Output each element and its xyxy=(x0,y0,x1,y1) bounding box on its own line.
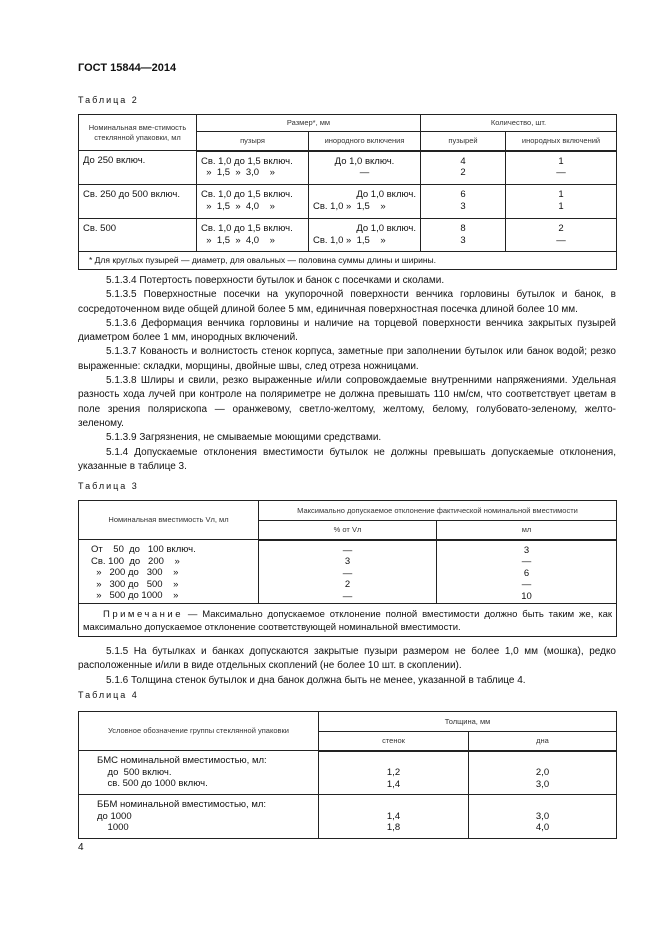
note-text: — Максимально допускаемое отклонение полной вместимости должно быть таким же, как максимально допускаемое отклонение соответствующей номинальной вместимости. xyxy=(83,609,613,633)
table-row xyxy=(79,751,617,795)
cell-group: до 1000 xyxy=(97,810,132,822)
table-row xyxy=(79,795,617,839)
header-bubble: пузыря xyxy=(197,132,309,151)
table-row xyxy=(79,151,617,185)
header-group: Условное обозначение группы стеклянной упаковки xyxy=(79,712,319,751)
header-walls: стенок xyxy=(319,732,469,751)
cell-bottom xyxy=(473,799,612,811)
header-inclusion: инородного включения xyxy=(309,132,421,151)
table-3-label: Таблица 3 xyxy=(78,481,139,491)
cell-bottom: 2,0 xyxy=(535,767,550,778)
cell-percent: 3 xyxy=(344,556,351,567)
cell-group: св. 500 до 1000 включ. xyxy=(97,778,208,789)
table-row xyxy=(79,185,617,219)
cell-capacity: Св. 100 до 200 » xyxy=(91,555,180,567)
cell-bubble: Св. 1,0 до 1,5 включ. xyxy=(201,155,293,167)
cell-ml: — xyxy=(521,556,532,567)
table-row xyxy=(79,219,617,252)
cell-inclusions: 2 xyxy=(558,223,564,234)
paragraph: 5.1.3.9 Загрязнения, не смываемые моющими средствами. xyxy=(106,432,382,444)
cell-bubbles: 3 xyxy=(460,200,466,212)
cell-capacity: Св. 500 xyxy=(79,219,197,252)
cell-walls: 1,2 xyxy=(386,767,401,778)
table-4 xyxy=(78,711,617,839)
header-size: Размер*, мм xyxy=(197,115,421,132)
paragraph: 5.1.3.7 Кованость и волнистость стенок корпуса, заметные при заполнении бутылок или банок водой; резко выраженные: складки, морщины, двойные швы, след отреза ножницами. xyxy=(78,346,616,372)
cell-bottom: 3,0 xyxy=(535,778,550,790)
cell-group: БМС номинальной вместимостью, мл: xyxy=(97,755,267,766)
cell-group: до 500 включ. xyxy=(97,766,172,778)
note-label: Примечание xyxy=(103,609,183,620)
cell-bottom: 4,0 xyxy=(535,822,550,833)
cell-inclusions: 1 xyxy=(558,189,564,200)
cell-ml: 10 xyxy=(521,590,532,602)
cell-percent: — xyxy=(342,544,353,556)
cell-walls: 1,4 xyxy=(386,810,401,822)
paragraphs-section-2 xyxy=(78,645,616,688)
cell-inclusion: Св. 1,0 » 1,5 » xyxy=(313,234,386,246)
cell-inclusions: 1 xyxy=(558,155,564,167)
cell-bubbles: 2 xyxy=(460,167,466,178)
cell-bubble: Св. 1,0 до 1,5 включ. xyxy=(201,223,293,234)
cell-bubble: » 1,5 » 4,0 » xyxy=(201,234,275,246)
cell-percent: — xyxy=(342,567,353,579)
cell-inclusion: До 1,0 включ. xyxy=(356,189,416,200)
cell-capacity: Св. 250 до 500 включ. xyxy=(79,185,197,219)
cell-bubble: Св. 1,0 до 1,5 включ. xyxy=(201,189,293,200)
cell-bubble: » 1,5 » 3,0 » xyxy=(201,167,275,178)
cell-capacity: От 50 до 100 включ. xyxy=(91,544,196,555)
page-number: 4 xyxy=(78,842,84,853)
paragraphs-section-1 xyxy=(78,274,616,474)
header-capacity: Номинальная вместимость Vл, мл xyxy=(79,501,259,540)
table-2-footnote: * Для круглых пузырей — диаметр, для овальных — половина суммы длины и ширины. xyxy=(79,252,617,270)
table-row xyxy=(79,540,617,604)
cell-capacity: До 250 включ. xyxy=(79,151,197,185)
header-bubbles: пузырей xyxy=(421,132,506,151)
cell-percent: 2 xyxy=(344,579,351,590)
paragraph: 5.1.3.5 Поверхностные посечки на укупорочной поверхности венчика горловины бутылок и банок, в сосредоточенном виде общей длиной более 5 мм, единичная поверхностная посечка длиной более 10 мм. xyxy=(78,289,616,315)
cell-inclusion: Св. 1,0 » 1,5 » xyxy=(313,200,386,212)
paragraph: 5.1.6 Толщина стенок бутылок и дна банок должна быть не менее, указанной в таблице 4. xyxy=(106,674,526,686)
paragraph: 5.1.5 На бутылках и банках допускаются закрытые пузыри размером не более 1,0 мм (мошка), редко расположенные и/или в виде отдельных скоплений (не более 10 шт. в скоплении). xyxy=(78,646,616,672)
header-deviation: Максимально допускаемое отклонение фактической номинальной вместимости xyxy=(259,501,617,521)
cell-inclusion: — xyxy=(359,167,370,178)
paragraph: 5.1.3.8 Шлиры и свили, резко выраженные и/или сопровождаемые внутренними напряжениями. Удельная разность хода лучей при контроле на поляриметре не должна превышать 110 нм/см, что соответствует цветам в поле зрения полярископа — оранжевому, светло-желтому, желтому, белому, голубовато-зеленому, желто-зеленому. xyxy=(78,375,616,429)
table-2 xyxy=(78,114,617,270)
header-capacity: Номинальная вме-стимость стеклянной упаковки, мл xyxy=(79,115,197,151)
cell-bottom xyxy=(473,756,612,768)
header-bottom: дна xyxy=(469,732,617,751)
table-2-label: Таблица 2 xyxy=(78,95,139,105)
cell-bubbles: 4 xyxy=(460,155,466,167)
cell-group: 1000 xyxy=(97,822,129,833)
cell-walls xyxy=(323,756,464,768)
cell-ml: — xyxy=(521,579,532,590)
table-3 xyxy=(78,500,617,637)
header-percent: % от Vл xyxy=(259,521,437,540)
cell-inclusions: — xyxy=(556,167,566,178)
cell-capacity: » 200 до 300 » xyxy=(91,567,179,578)
cell-capacity: » 300 до 500 » xyxy=(91,578,179,590)
cell-percent: — xyxy=(342,590,353,602)
cell-inclusions: — xyxy=(556,234,566,246)
cell-capacity: » 500 до 1000 » xyxy=(91,590,179,601)
cell-inclusion: До 1,0 включ. xyxy=(356,223,416,234)
header-ml: мл xyxy=(437,521,617,540)
paragraph: 5.1.4 Допускаемые отклонения вместимости бутылок не должны превышать допускаемые отклонения, указанные в таблице 3. xyxy=(78,446,616,472)
paragraph: 5.1.3.6 Деформация венчика горловины и наличие на торцевой поверхности венчика закрытых пузырей диаметром более 1 мм, инородных включений. xyxy=(78,317,616,344)
header-thickness: Толщина, мм xyxy=(319,712,617,732)
cell-ml: 6 xyxy=(523,567,530,579)
cell-inclusion: До 1,0 включ. xyxy=(334,155,395,167)
cell-walls xyxy=(323,799,464,811)
paragraph: 5.1.3.4 Потертость поверхности бутылок и банок с посечками и сколами. xyxy=(106,275,445,286)
cell-bubbles: 8 xyxy=(460,223,466,234)
cell-inclusions: 1 xyxy=(558,200,564,212)
cell-bottom: 3,0 xyxy=(535,810,550,822)
header-quantity: Количество, шт. xyxy=(421,115,617,132)
cell-bubble: » 1,5 » 4,0 » xyxy=(201,200,275,212)
cell-group: ББМ номинальной вместимостью, мл: xyxy=(97,799,267,810)
document-title: ГОСТ 15844—2014 xyxy=(78,62,177,74)
header-inclusions: инородных включений xyxy=(506,132,617,151)
cell-bubbles: 6 xyxy=(460,189,466,200)
cell-walls: 1,8 xyxy=(386,822,401,833)
table-4-label: Таблица 4 xyxy=(78,690,139,700)
cell-bubbles: 3 xyxy=(460,234,466,246)
table-3-note xyxy=(79,604,617,637)
cell-ml: 3 xyxy=(523,544,530,556)
cell-walls: 1,4 xyxy=(386,778,401,790)
